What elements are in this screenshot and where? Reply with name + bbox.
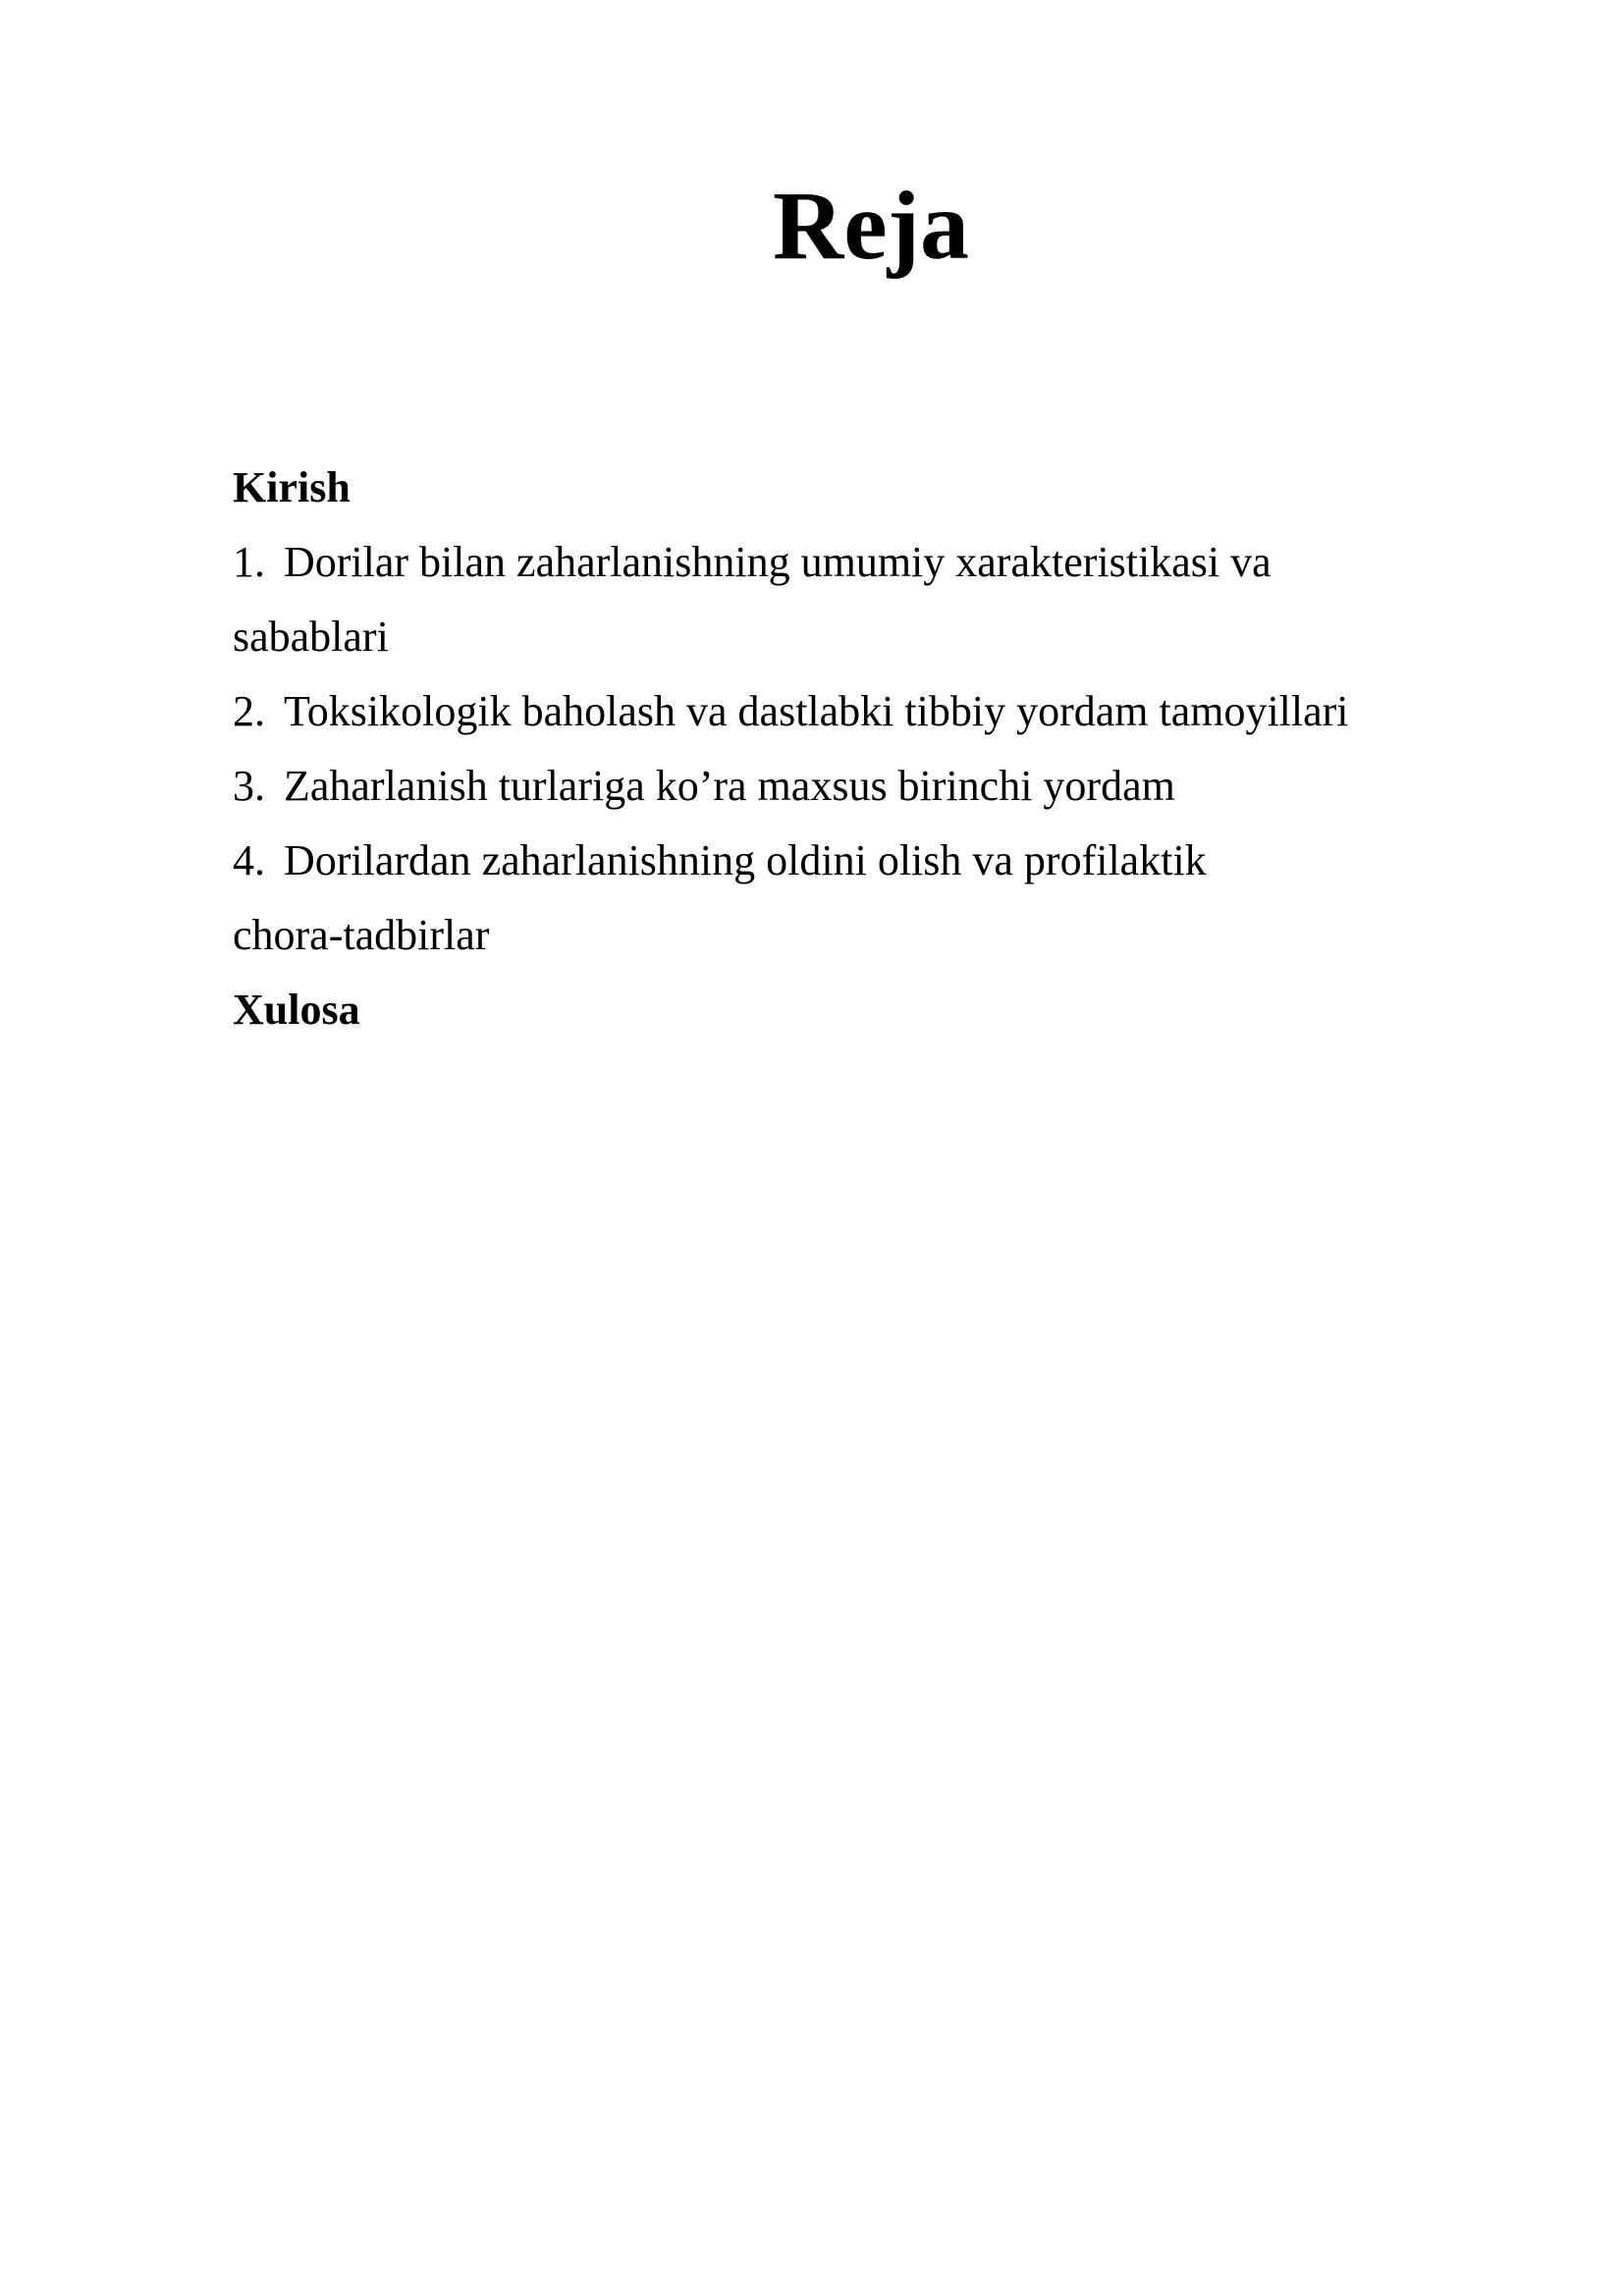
toc-item-1 — [233, 525, 1470, 600]
table-of-contents — [233, 451, 1470, 1047]
toc-item-3 — [233, 749, 1470, 824]
toc-item-number: 3. — [233, 762, 265, 810]
toc-intro: Kirish — [233, 463, 351, 511]
toc-item-text: Toksikologik baholash va dastlabki tibbiy yordam tamoyillari — [284, 687, 1349, 735]
toc-item-continuation: chora-tadbirlar — [233, 911, 490, 959]
toc-item-text: Zaharlanish turlariga ko’ra maxsus birinchi yordam — [284, 762, 1175, 810]
toc-item-4 — [233, 824, 1470, 898]
toc-item-text: Dorilar bilan zaharlanishning umumiy xarakteristikasi va — [284, 538, 1272, 586]
toc-conclusion: Xulosa — [233, 986, 360, 1034]
toc-item-text: Dorilardan zaharlanishning oldini olish va profilaktik — [284, 836, 1207, 884]
page-title: Reja — [773, 171, 969, 280]
toc-item-number: 1. — [233, 538, 265, 586]
toc-item-number: 4. — [233, 836, 265, 884]
toc-item-number: 2. — [233, 687, 265, 735]
toc-item-continuation: sabablari — [233, 613, 389, 661]
toc-item-2 — [233, 674, 1470, 749]
